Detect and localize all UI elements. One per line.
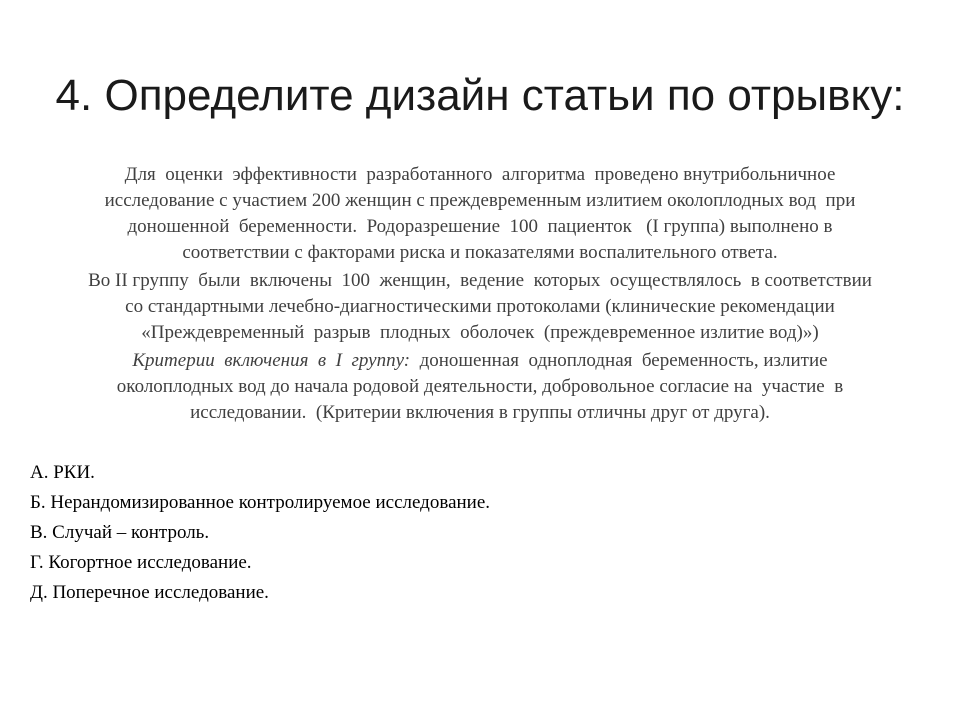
passage-line: доношенной беременности. Родоразрешение 100 пациенток (I группа) выполнено в: [127, 216, 833, 237]
passage-line: со стандартными лечебно-диагностическими протоколами (клинические рекомендации: [125, 296, 835, 317]
option-e: Д. Поперечное исследование.: [30, 582, 269, 603]
slide-title: 4. Определите дизайн статьи по отрывку:: [55, 71, 905, 120]
passage-line: «Преждевременный разрыв плодных оболочек (преждевременное излитие вод)»): [141, 322, 819, 343]
option-d: Г. Когортное исследование.: [30, 552, 252, 573]
option-c: В. Случай – контроль.: [30, 522, 210, 543]
passage-line: околоплодных вод до начала родовой деятельности, добровольное согласие на участие в: [116, 376, 844, 397]
criteria-label: Критерии включения в I группу:: [132, 350, 411, 371]
passage-line-criteria: [0, 348, 960, 374]
passage-line: Во II группу были включены 100 женщин, ведение которых осуществлялось в соответствии: [88, 270, 872, 291]
passage-line: Для оценки эффективности разработанного алгоритма проведено внутрибольничное: [124, 164, 836, 185]
passage-line: соответствии с факторами риска и показателями воспалительного ответа.: [182, 242, 778, 263]
passage-line: исследование с участием 200 женщин с преждевременным излитием околоплодных вод при: [104, 190, 856, 211]
passage-line: исследовании. (Критерии включения в группы отличны друг от друга).: [190, 402, 770, 423]
option-b: Б. Нерандомизированное контролируемое исследование.: [30, 492, 491, 513]
option-a: А. РКИ.: [30, 462, 95, 483]
criteria-text: доношенная одноплодная беременность, излитие: [410, 350, 828, 371]
